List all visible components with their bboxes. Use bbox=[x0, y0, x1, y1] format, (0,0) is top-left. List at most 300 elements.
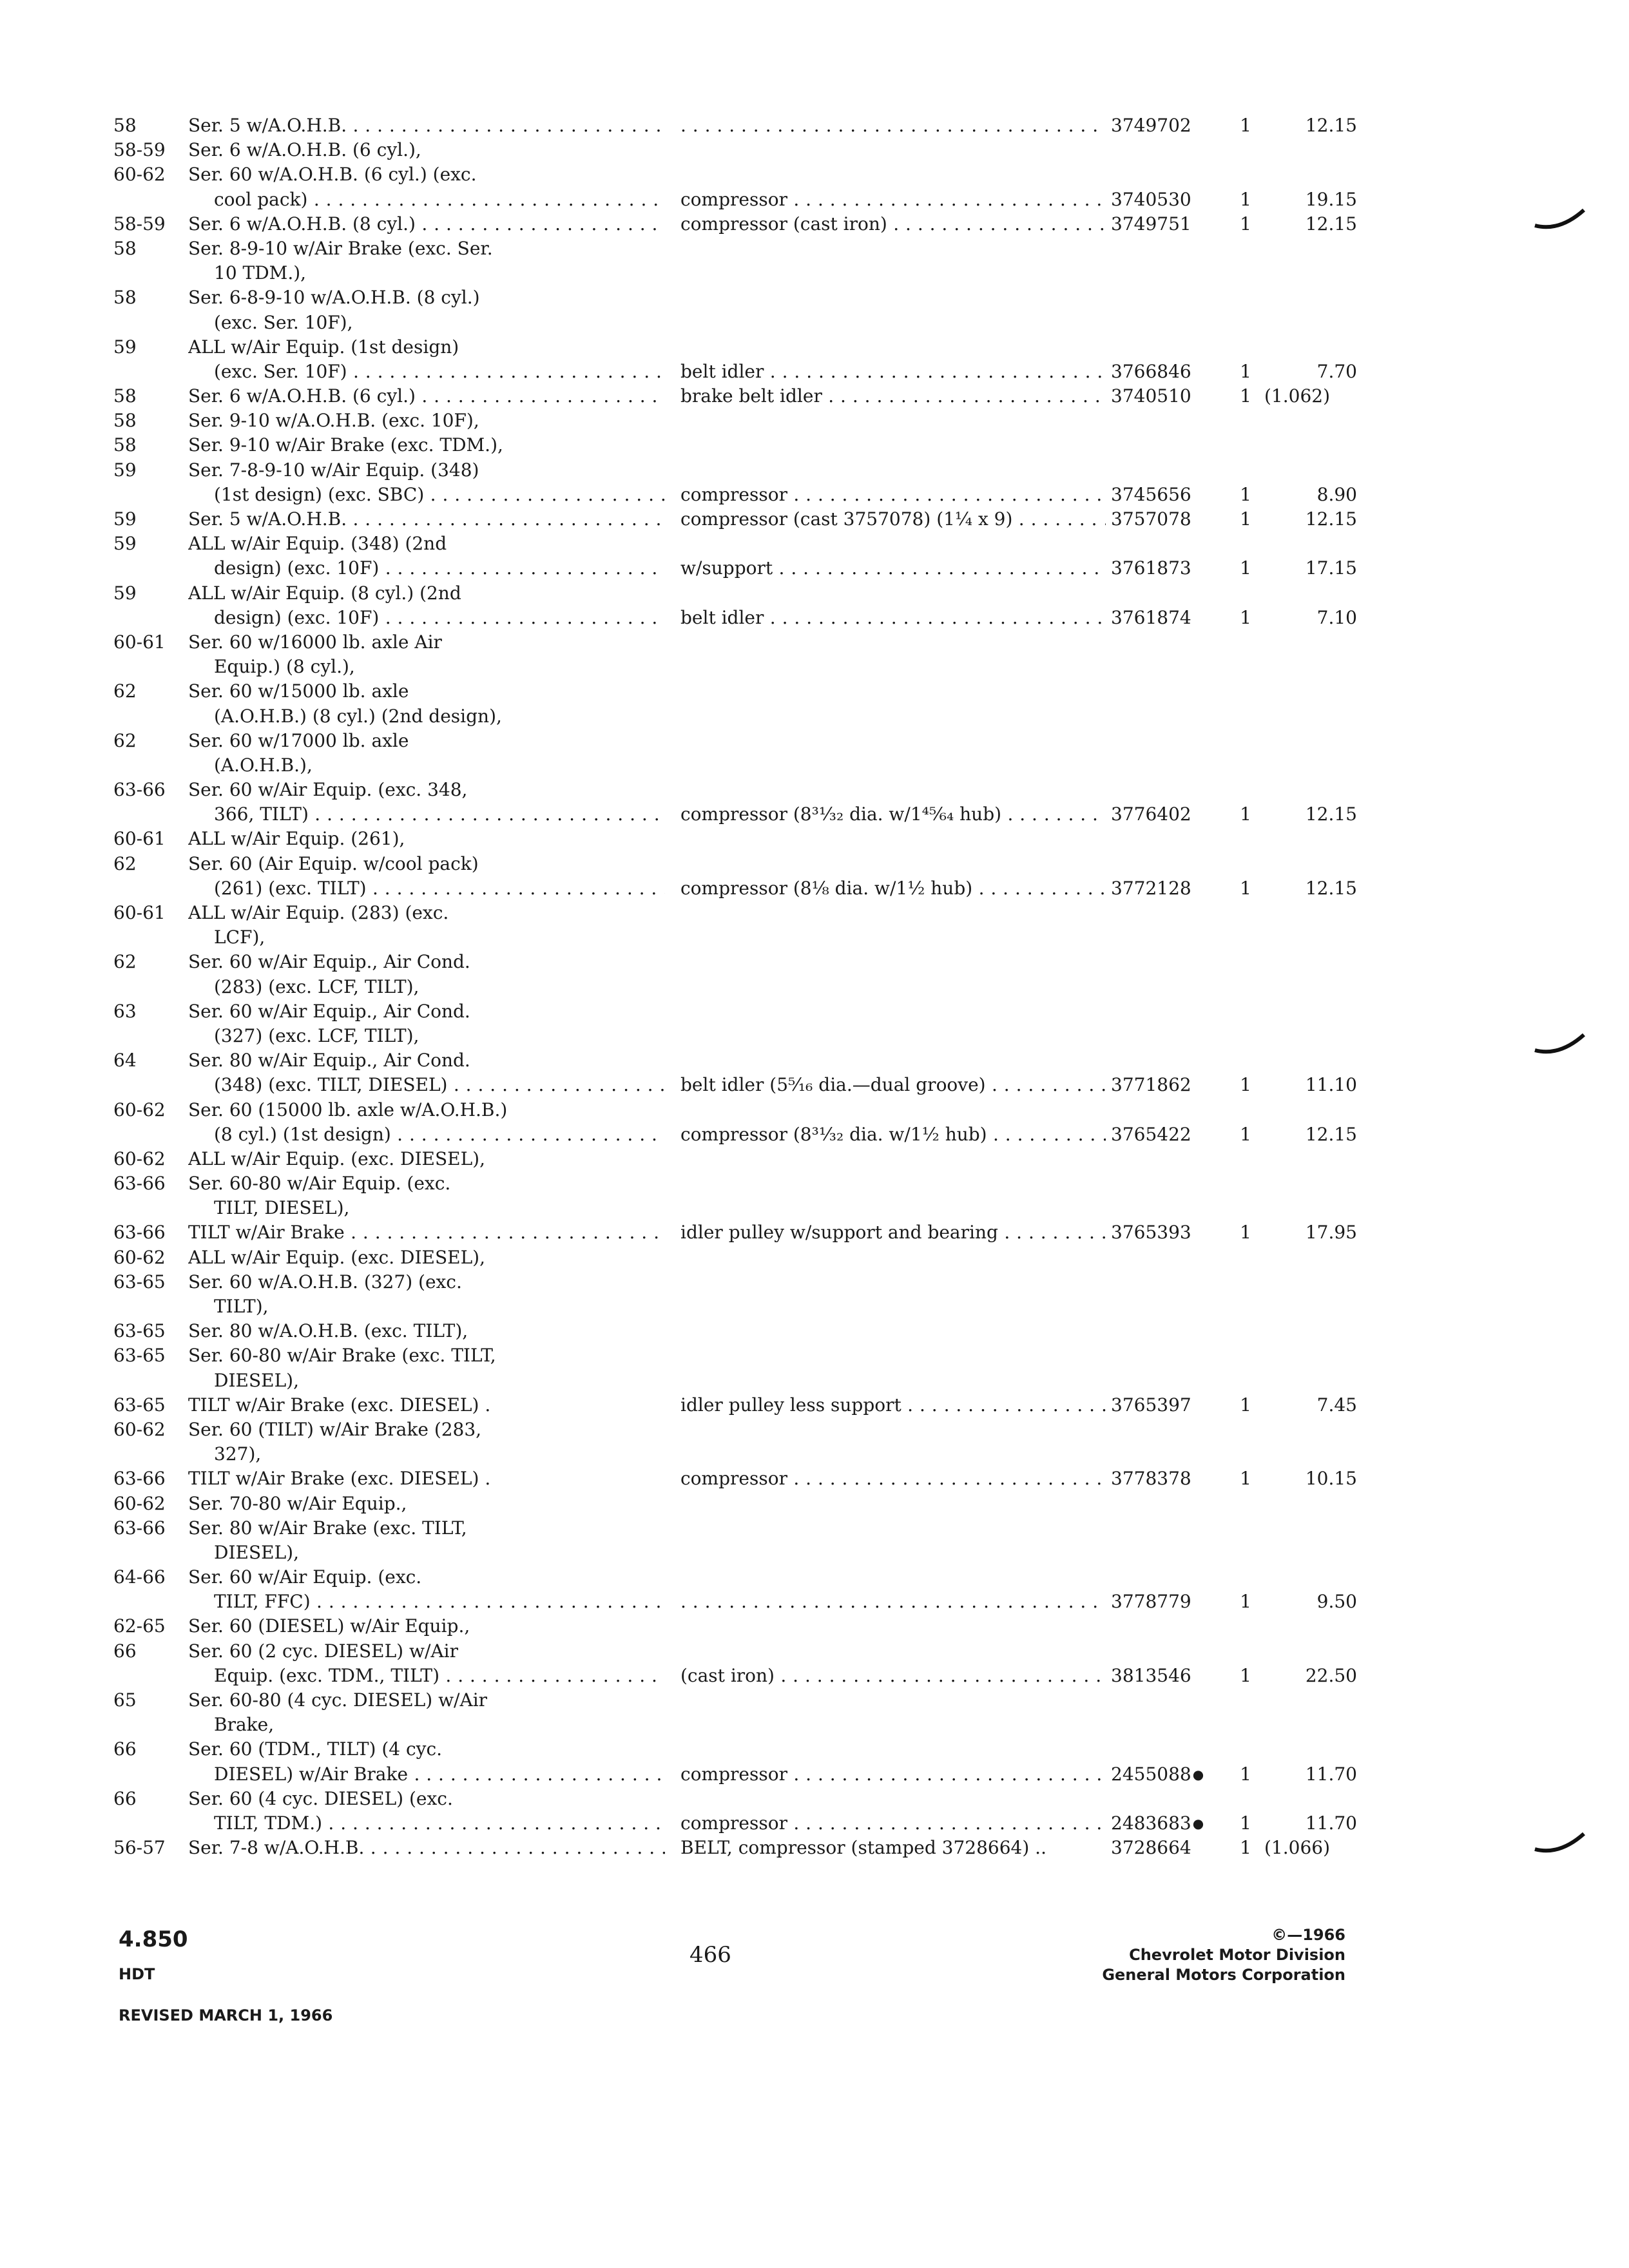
part-number bbox=[1111, 507, 1240, 532]
part-number bbox=[1111, 1073, 1240, 1097]
model-year: 59 bbox=[113, 508, 137, 530]
part-number bbox=[1111, 360, 1240, 384]
table-row bbox=[113, 999, 1260, 1024]
model-year: 63-66 bbox=[113, 1468, 166, 1490]
model-year: 63-65 bbox=[113, 1271, 166, 1293]
model-year: 63-66 bbox=[113, 1173, 166, 1195]
application-description: ALL w/Air Equip. (exc. DIESEL), bbox=[188, 1148, 486, 1169]
application-description: 366, TILT) . . . bbox=[214, 802, 665, 827]
table-row bbox=[113, 1073, 1357, 1097]
model-year: 58 bbox=[113, 410, 137, 432]
part-number bbox=[1111, 483, 1240, 507]
application-description: Ser. 60-80 w/Air Brake (exc. TILT, bbox=[188, 1345, 496, 1367]
application-description: Ser. 60-80 (4 cyc. DIESEL) w/Air bbox=[188, 1689, 488, 1711]
quantity: 1 bbox=[1240, 557, 1251, 579]
model-year: 62-65 bbox=[113, 1615, 166, 1637]
table-row bbox=[113, 655, 1260, 679]
model-year: 60-62 bbox=[113, 1492, 166, 1514]
quantity: 1 bbox=[1240, 803, 1251, 825]
price: (1.066) bbox=[1264, 1837, 1331, 1859]
part-number-text: 3761873 bbox=[1111, 557, 1191, 579]
part-number-text: 3765397 bbox=[1111, 1394, 1191, 1416]
model-year: 60-61 bbox=[113, 631, 166, 653]
part-number-text: 2483683 bbox=[1111, 1812, 1191, 1834]
table-row bbox=[113, 778, 1260, 802]
price: 11.70 bbox=[1305, 1763, 1357, 1785]
application-description: Ser. 60 w/Air Equip. (exc. 348, bbox=[188, 779, 468, 801]
table-row bbox=[113, 606, 1357, 630]
application-description: (A.O.H.B.) (8 cyl.) (2nd design), bbox=[214, 705, 502, 727]
table-row bbox=[113, 532, 1260, 556]
part-description: compressor . . . bbox=[680, 483, 1106, 507]
part-description: belt idler (5⁵⁄₁₆ dia.—dual groove) . . . bbox=[680, 1073, 1106, 1097]
table-row bbox=[113, 1393, 1357, 1418]
application-description: TILT w/Air Brake . . . bbox=[188, 1220, 665, 1245]
division-name: Chevrolet Motor Division bbox=[1129, 1946, 1345, 1964]
part-description: belt idler . . . bbox=[680, 606, 1106, 630]
table-row bbox=[113, 802, 1357, 827]
table-row bbox=[113, 1098, 1260, 1122]
table-row bbox=[113, 1369, 1260, 1393]
model-year: 63-66 bbox=[113, 1222, 166, 1244]
table-row bbox=[113, 507, 1357, 532]
section-code: HDT bbox=[119, 1965, 155, 1983]
footer-right bbox=[1102, 1925, 1345, 1985]
revision-date: REVISED MARCH 1, 1966 bbox=[119, 2006, 333, 2024]
application-description: Ser. 5 w/A.O.H.B. . . . bbox=[188, 507, 665, 532]
page-number: 466 bbox=[689, 1942, 731, 1968]
part-description: compressor . . . bbox=[680, 1762, 1106, 1787]
quantity: 1 bbox=[1240, 1074, 1251, 1096]
table-row bbox=[113, 1787, 1260, 1811]
part-number-text: 3749702 bbox=[1111, 115, 1191, 136]
model-year: 56-57 bbox=[113, 1837, 166, 1859]
part-number bbox=[1111, 113, 1240, 138]
quantity: 1 bbox=[1240, 1763, 1251, 1785]
part-description: compressor (cast iron) . . . bbox=[680, 212, 1106, 236]
model-year: 60-62 bbox=[113, 1148, 166, 1169]
part-number bbox=[1111, 1590, 1240, 1614]
price: 10.15 bbox=[1305, 1468, 1357, 1490]
margin-tick-mark bbox=[1534, 206, 1585, 232]
model-year: 63-66 bbox=[113, 779, 166, 801]
application-description: ALL w/Air Equip. (261), bbox=[188, 828, 405, 850]
quantity: 1 bbox=[1240, 1664, 1251, 1686]
model-year: 62 bbox=[113, 680, 137, 702]
table-row bbox=[113, 975, 1260, 999]
table-row bbox=[113, 753, 1260, 778]
application-description: Ser. 60 w/A.O.H.B. (327) (exc. bbox=[188, 1271, 462, 1293]
application-description: Ser. 80 w/A.O.H.B. (exc. TILT), bbox=[188, 1320, 468, 1342]
application-description: DIESEL), bbox=[214, 1369, 299, 1391]
model-year: 63-65 bbox=[113, 1394, 166, 1416]
part-number bbox=[1111, 212, 1240, 236]
price: 11.70 bbox=[1305, 1812, 1357, 1834]
table-row bbox=[113, 1639, 1260, 1664]
part-description: compressor . . . bbox=[680, 1466, 1106, 1491]
model-year: 66 bbox=[113, 1738, 137, 1760]
application-description: Brake, bbox=[214, 1714, 275, 1736]
model-year: 59 bbox=[113, 582, 137, 604]
application-description: DIESEL), bbox=[214, 1541, 299, 1563]
table-row bbox=[113, 1220, 1357, 1245]
part-number-text: 3766846 bbox=[1111, 360, 1191, 382]
table-row bbox=[113, 1343, 1260, 1368]
model-year: 59 bbox=[113, 336, 137, 358]
bullet-icon: ● bbox=[1192, 1815, 1204, 1831]
price: 12.15 bbox=[1305, 115, 1357, 136]
table-row bbox=[113, 1664, 1357, 1688]
part-number-text: 3740530 bbox=[1111, 188, 1191, 210]
part-number bbox=[1111, 187, 1240, 212]
table-row bbox=[113, 1196, 1260, 1220]
table-row bbox=[113, 1713, 1260, 1737]
application-description: ALL w/Air Equip. (348) (2nd bbox=[188, 533, 447, 555]
application-description: Ser. 7-8-9-10 w/Air Equip. (348) bbox=[188, 459, 479, 481]
model-year: 65 bbox=[113, 1689, 137, 1711]
quantity: 1 bbox=[1240, 1837, 1251, 1859]
table-row bbox=[113, 433, 1260, 457]
model-year: 63 bbox=[113, 1000, 137, 1022]
application-description: (8 cyl.) (1st design) . . . bbox=[214, 1122, 665, 1147]
quantity: 1 bbox=[1240, 1123, 1251, 1145]
price: 19.15 bbox=[1305, 188, 1357, 210]
application-description: Ser. 60 w/15000 lb. axle bbox=[188, 680, 409, 702]
price: 12.15 bbox=[1305, 877, 1357, 899]
table-row bbox=[113, 311, 1260, 335]
table-row bbox=[113, 1319, 1260, 1343]
application-description: Ser. 60 w/17000 lb. axle bbox=[188, 729, 409, 751]
application-description: Ser. 80 w/Air Brake (exc. TILT, bbox=[188, 1517, 467, 1539]
price: 12.15 bbox=[1305, 803, 1357, 825]
application-description: Ser. 80 w/Air Equip., Air Cond. bbox=[188, 1050, 470, 1072]
quantity: 1 bbox=[1240, 1222, 1251, 1244]
part-description: compressor (8⅛ dia. w/1½ hub) . . . bbox=[680, 876, 1106, 901]
model-year: 58-59 bbox=[113, 139, 166, 161]
price: 17.15 bbox=[1305, 557, 1357, 579]
part-number bbox=[1111, 1220, 1240, 1245]
application-description: (1st design) (exc. SBC) . . . bbox=[214, 483, 665, 507]
model-year: 60-62 bbox=[113, 1418, 166, 1440]
quantity: 1 bbox=[1240, 1468, 1251, 1490]
application-description: TILT), bbox=[214, 1296, 269, 1317]
application-description: TILT, FFC) . . . bbox=[214, 1590, 665, 1614]
application-description: Ser. 60 w/Air Equip., Air Cond. bbox=[188, 1000, 470, 1022]
model-year: 58 bbox=[113, 434, 137, 456]
model-year: 59 bbox=[113, 533, 137, 555]
model-year: 64-66 bbox=[113, 1566, 166, 1588]
part-number bbox=[1111, 1811, 1240, 1836]
table-row bbox=[113, 408, 1260, 433]
application-description: Ser. 6 w/A.O.H.B. (6 cyl.), bbox=[188, 139, 421, 161]
part-number bbox=[1111, 1466, 1240, 1491]
part-number-text: 3749751 bbox=[1111, 213, 1191, 235]
table-row bbox=[113, 1418, 1260, 1442]
application-description: Ser. 60 (DIESEL) w/Air Equip., bbox=[188, 1615, 470, 1637]
model-year: 58 bbox=[113, 287, 137, 309]
section-number: 4.850 bbox=[119, 1927, 188, 1952]
quantity: 1 bbox=[1240, 188, 1251, 210]
application-description: (261) (exc. TILT) . . . bbox=[214, 876, 665, 901]
copyright: ©—1966 bbox=[1271, 1926, 1345, 1944]
application-description: ALL w/Air Equip. (exc. DIESEL), bbox=[188, 1246, 486, 1268]
price: (1.062) bbox=[1264, 385, 1331, 407]
model-year: 62 bbox=[113, 729, 137, 751]
model-year: 60-62 bbox=[113, 1246, 166, 1268]
model-year: 60-61 bbox=[113, 828, 166, 850]
part-number bbox=[1111, 606, 1240, 630]
application-description: ALL w/Air Equip. (1st design) bbox=[188, 336, 459, 358]
model-year: 63-65 bbox=[113, 1320, 166, 1342]
quantity: 1 bbox=[1240, 1591, 1251, 1613]
quantity: 1 bbox=[1240, 360, 1251, 382]
quantity: 1 bbox=[1240, 1812, 1251, 1834]
part-number-text: 3813546 bbox=[1111, 1664, 1191, 1686]
part-number bbox=[1111, 876, 1240, 901]
part-number-text: 3761874 bbox=[1111, 606, 1191, 628]
price: 12.15 bbox=[1305, 213, 1357, 235]
part-number-text: 3728664 bbox=[1111, 1837, 1191, 1859]
table-row bbox=[113, 1048, 1260, 1073]
price: 22.50 bbox=[1305, 1664, 1357, 1686]
application-description: Ser. 6-8-9-10 w/A.O.H.B. (8 cyl.) bbox=[188, 287, 480, 309]
table-row bbox=[113, 827, 1260, 851]
table-row bbox=[113, 113, 1357, 138]
table-row bbox=[113, 261, 1260, 285]
price: 7.45 bbox=[1316, 1394, 1357, 1416]
table-row bbox=[113, 1442, 1260, 1466]
part-description: (cast iron) . . . bbox=[680, 1664, 1106, 1688]
price: 11.10 bbox=[1305, 1074, 1357, 1096]
table-row bbox=[113, 1762, 1357, 1787]
price: 12.15 bbox=[1305, 1123, 1357, 1145]
application-description: (exc. Ser. 10F), bbox=[214, 311, 353, 333]
model-year: 62 bbox=[113, 951, 137, 973]
application-description: Equip. (exc. TDM., TILT) . . . bbox=[214, 1664, 665, 1688]
table-row bbox=[113, 1737, 1260, 1762]
table-row bbox=[113, 852, 1260, 876]
part-number-text: 2455088 bbox=[1111, 1763, 1191, 1785]
application-description: Ser. 60 (Air Equip. w/cool pack) bbox=[188, 852, 479, 874]
table-row bbox=[113, 581, 1260, 606]
part-number-text: 3771862 bbox=[1111, 1074, 1191, 1096]
model-year: 60-62 bbox=[113, 1099, 166, 1120]
table-row bbox=[113, 1024, 1260, 1048]
price: 9.50 bbox=[1316, 1591, 1357, 1613]
table-row bbox=[113, 285, 1260, 310]
model-year: 58 bbox=[113, 115, 137, 136]
table-row bbox=[113, 876, 1357, 901]
table-row bbox=[113, 483, 1357, 507]
table-row bbox=[113, 679, 1260, 704]
application-description: Ser. 8-9-10 w/Air Brake (exc. Ser. bbox=[188, 237, 493, 259]
part-description: compressor (8³¹⁄₃₂ dia. w/1½ hub) . . . bbox=[680, 1122, 1106, 1147]
quantity: 1 bbox=[1240, 606, 1251, 628]
table-row bbox=[113, 1492, 1260, 1516]
table-row bbox=[113, 1122, 1357, 1147]
part-description: compressor (cast 3757078) (1¼ x 9) . . . bbox=[680, 507, 1106, 532]
part-description: compressor (8³¹⁄₃₂ dia. w/1⁴⁵⁄₆₄ hub) . . . bbox=[680, 802, 1106, 827]
part-number bbox=[1111, 1393, 1240, 1418]
model-year: 63-65 bbox=[113, 1345, 166, 1367]
part-number bbox=[1111, 1762, 1240, 1787]
part-description: compressor . . . bbox=[680, 1811, 1106, 1836]
model-year: 62 bbox=[113, 852, 137, 874]
table-row bbox=[113, 901, 1260, 925]
part-number bbox=[1111, 802, 1240, 827]
part-number bbox=[1111, 556, 1240, 581]
application-description: ALL w/Air Equip. (283) (exc. bbox=[188, 902, 449, 923]
application-description: Ser. 60 w/Air Equip., Air Cond. bbox=[188, 951, 470, 973]
table-row bbox=[113, 1836, 1331, 1860]
application-description: TILT, TDM.) . . . bbox=[214, 1811, 665, 1836]
part-number-text: 3765422 bbox=[1111, 1123, 1191, 1145]
part-number-text: 3776402 bbox=[1111, 803, 1191, 825]
part-number-text: 3778378 bbox=[1111, 1468, 1191, 1490]
part-description: w/support . . . bbox=[680, 556, 1106, 581]
part-number-text: 3765393 bbox=[1111, 1222, 1191, 1244]
quantity: 1 bbox=[1240, 508, 1251, 530]
part-number-text: 3740510 bbox=[1111, 385, 1191, 407]
part-number bbox=[1111, 1122, 1240, 1147]
part-description: compressor . . . bbox=[680, 187, 1106, 212]
application-description: Ser. 60 (15000 lb. axle w/A.O.H.B.) bbox=[188, 1099, 508, 1120]
model-year: 58-59 bbox=[113, 213, 166, 235]
price: 7.10 bbox=[1316, 606, 1357, 628]
model-year: 60-62 bbox=[113, 164, 166, 186]
application-description: (exc. Ser. 10F) . . . bbox=[214, 360, 665, 384]
price: 12.15 bbox=[1305, 508, 1357, 530]
table-row bbox=[113, 950, 1260, 974]
application-description: ALL w/Air Equip. (8 cyl.) (2nd bbox=[188, 582, 461, 604]
table-row bbox=[113, 360, 1357, 384]
table-row bbox=[113, 384, 1331, 408]
model-year: 66 bbox=[113, 1787, 137, 1809]
application-description: Ser. 60 w/Air Equip. (exc. bbox=[188, 1566, 422, 1588]
application-description: Ser. 9-10 w/A.O.H.B. (exc. 10F), bbox=[188, 410, 479, 432]
application-description: 10 TDM.), bbox=[214, 262, 307, 284]
application-description: (A.O.H.B.), bbox=[214, 754, 313, 776]
price: 7.70 bbox=[1316, 360, 1357, 382]
quantity: 1 bbox=[1240, 213, 1251, 235]
bullet-icon: ● bbox=[1192, 1766, 1204, 1782]
table-row bbox=[113, 1614, 1260, 1639]
application-description: Ser. 60 w/A.O.H.B. (6 cyl.) (exc. bbox=[188, 164, 477, 186]
application-description: TILT w/Air Brake (exc. DIESEL) . bbox=[188, 1468, 491, 1490]
application-description: (283) (exc. LCF, TILT), bbox=[214, 975, 419, 997]
part-description: belt idler . . . bbox=[680, 360, 1106, 384]
quantity: 1 bbox=[1240, 483, 1251, 505]
application-description: Ser. 70-80 w/Air Equip., bbox=[188, 1492, 407, 1514]
application-description: LCF), bbox=[214, 927, 265, 948]
table-row bbox=[113, 630, 1260, 655]
application-description: Ser. 60-80 w/Air Equip. (exc. bbox=[188, 1173, 451, 1195]
application-description: (348) (exc. TILT, DIESEL) . . . bbox=[214, 1073, 665, 1097]
model-year: 64 bbox=[113, 1050, 137, 1072]
margin-tick-mark bbox=[1534, 1031, 1585, 1057]
margin-tick-mark bbox=[1534, 1830, 1585, 1856]
table-row bbox=[113, 335, 1260, 360]
part-number bbox=[1111, 1836, 1240, 1860]
application-description: 327), bbox=[214, 1443, 262, 1465]
part-number-text: 3772128 bbox=[1111, 877, 1191, 899]
table-row bbox=[113, 1245, 1260, 1270]
table-row bbox=[113, 212, 1357, 236]
application-description: (327) (exc. LCF, TILT), bbox=[214, 1024, 419, 1046]
model-year: 60-61 bbox=[113, 902, 166, 923]
table-row bbox=[113, 1294, 1260, 1319]
table-row bbox=[113, 1541, 1260, 1565]
model-year: 66 bbox=[113, 1640, 137, 1662]
application-description: DIESEL) w/Air Brake . . . bbox=[214, 1762, 665, 1787]
part-description: idler pulley w/support and bearing . . . bbox=[680, 1220, 1106, 1245]
table-row bbox=[113, 236, 1260, 261]
table-row bbox=[113, 1590, 1357, 1614]
table-row bbox=[113, 1270, 1260, 1294]
application-description: Ser. 60 (TDM., TILT) (4 cyc. bbox=[188, 1738, 443, 1760]
table-row bbox=[113, 138, 1260, 162]
application-description: Ser. 5 w/A.O.H.B. . . . bbox=[188, 113, 665, 138]
price: 17.95 bbox=[1305, 1222, 1357, 1244]
part-description: BELT, compressor (stamped 3728664) .. bbox=[680, 1837, 1046, 1859]
application-description: Equip.) (8 cyl.), bbox=[214, 656, 355, 678]
model-year: 58 bbox=[113, 237, 137, 259]
part-number-text: 3757078 bbox=[1111, 508, 1191, 530]
application-description: cool pack) . . . bbox=[214, 187, 665, 212]
price: 8.90 bbox=[1316, 483, 1357, 505]
application-description: Ser. 7-8 w/A.O.H.B. . . . bbox=[188, 1836, 665, 1860]
part-number-text: 3745656 bbox=[1111, 483, 1191, 505]
table-row bbox=[113, 1147, 1260, 1171]
part-number bbox=[1111, 1664, 1240, 1688]
application-description: TILT w/Air Brake (exc. DIESEL) . bbox=[188, 1394, 491, 1416]
quantity: 1 bbox=[1240, 385, 1251, 407]
model-year: 58 bbox=[113, 385, 137, 407]
application-description: design) (exc. 10F) . . . bbox=[214, 556, 665, 581]
part-description: brake belt idler . . . bbox=[680, 384, 1106, 408]
application-description: design) (exc. 10F) . . . bbox=[214, 606, 665, 630]
table-row bbox=[113, 556, 1357, 581]
application-description: Ser. 6 w/A.O.H.B. (6 cyl.) . . . bbox=[188, 384, 665, 408]
footer-left bbox=[119, 1927, 333, 2024]
table-row bbox=[113, 925, 1260, 950]
application-description: Ser. 9-10 w/Air Brake (exc. TDM.), bbox=[188, 434, 503, 456]
parts-list bbox=[113, 113, 1357, 1860]
quantity: 1 bbox=[1240, 115, 1251, 136]
quantity: 1 bbox=[1240, 877, 1251, 899]
application-description: Ser. 60 w/16000 lb. axle Air bbox=[188, 631, 442, 653]
part-description bbox=[680, 113, 1106, 138]
table-row bbox=[113, 729, 1260, 753]
table-row bbox=[113, 1171, 1260, 1196]
application-description: Ser. 60 (4 cyc. DIESEL) (exc. bbox=[188, 1787, 453, 1809]
part-description: idler pulley less support . . . bbox=[680, 1393, 1106, 1418]
table-row bbox=[113, 1811, 1357, 1836]
model-year: 63-66 bbox=[113, 1517, 166, 1539]
quantity: 1 bbox=[1240, 1394, 1251, 1416]
table-row bbox=[113, 162, 1260, 187]
part-number bbox=[1111, 384, 1240, 408]
table-row bbox=[113, 704, 1260, 729]
part-number-text: 3778779 bbox=[1111, 1591, 1191, 1613]
application-description: Ser. 60 (TILT) w/Air Brake (283, bbox=[188, 1418, 482, 1440]
table-row bbox=[113, 1688, 1260, 1713]
application-description: TILT, DIESEL), bbox=[214, 1197, 350, 1219]
table-row bbox=[113, 458, 1260, 483]
corporation-name: General Motors Corporation bbox=[1102, 1966, 1345, 1984]
table-row bbox=[113, 1565, 1260, 1590]
table-row bbox=[113, 1466, 1357, 1491]
